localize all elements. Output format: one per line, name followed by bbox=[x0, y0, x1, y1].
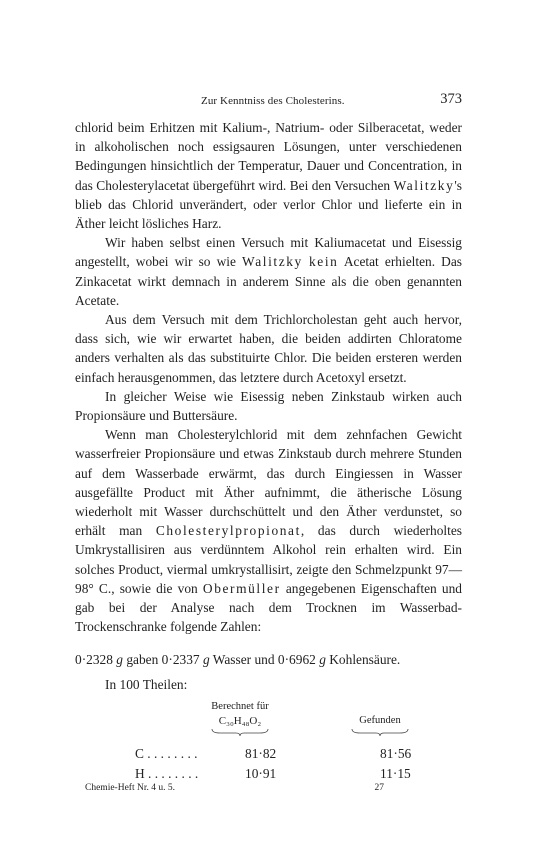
table-row bbox=[135, 766, 465, 782]
analysis-line bbox=[75, 650, 462, 669]
paragraph-5-middle: , das durch wiederholtes Umkrystallisiren aus verdünntem Alkohol rein erhalten wird. Ein solches Product, viermal umkrystallisirt, zeigte den Schmelzpunkt 97—98° C., sowie die von bbox=[75, 523, 462, 596]
analysis-text: Kohlensäure. bbox=[325, 652, 401, 668]
unit-g: g bbox=[202, 652, 210, 668]
element-label: C . . . . . . . . bbox=[135, 746, 198, 761]
found-header-text: Gefunden bbox=[359, 715, 401, 726]
paragraph-2-end: Acetat erhielten. Das Zinkacetat wirkt demnach in anderem Sinne als die oben genannten Acetate. bbox=[75, 254, 463, 308]
paragraph-1 bbox=[75, 118, 462, 233]
mass-water: 0·2337 bbox=[161, 652, 200, 668]
mass-sample: 0·2328 bbox=[75, 652, 113, 668]
brace-icon bbox=[350, 728, 410, 736]
unit-g: g bbox=[319, 652, 326, 668]
calc-header-line-1: Berechnet für bbox=[211, 701, 269, 712]
paragraph-4: In gleicher Weise wie Eisessig neben Zinkstaub wirken auch Propionsäure und Buttersäure. bbox=[75, 388, 462, 424]
paragraph-1-end: 's blieb das Chlorid unverändert, oder verlor Chlor und lieferte ein in Äther leicht lösliches Harz. bbox=[75, 177, 462, 232]
emphasis-kein: kein bbox=[308, 254, 339, 270]
paragraph-1-text: chlorid beim Erhitzen mit Kalium-, Natrium- oder Silberacetat, weder in alkoholischen noch essigsauren Lösungen, unter verschiedenen Bedingungen hinsichtlich der Temperatur, Dauer und Concentration, in das Cholesterylacetat übergeführt wird. Bei den Versuchen bbox=[75, 120, 462, 193]
page-footer bbox=[85, 783, 462, 793]
paragraph-2 bbox=[75, 233, 462, 310]
author-name: Walitzky bbox=[393, 177, 455, 193]
signature-mark: 27 bbox=[374, 783, 384, 793]
calc-value: 81·82 bbox=[245, 746, 277, 761]
paragraph-5 bbox=[75, 425, 462, 636]
table-row bbox=[135, 746, 465, 762]
mass-co2: 0·6962 bbox=[277, 652, 316, 668]
table-intro: In 100 Theilen: bbox=[105, 677, 188, 692]
unit-g: g bbox=[116, 652, 123, 668]
found-header bbox=[340, 714, 420, 736]
paragraph-2-text: Wir haben selbst einen Versuch mit Kaliumacetat und Eisessig angestellt, wobei wir so wie bbox=[75, 235, 462, 270]
analysis-text: gaben bbox=[123, 652, 162, 668]
calc-header bbox=[195, 700, 285, 736]
element-label: H . . . . . . . . bbox=[135, 766, 199, 781]
main-text bbox=[75, 118, 462, 670]
found-value: 81·56 bbox=[380, 746, 412, 761]
paragraph-5-end: angegebenen Eigenschaften und gab bei der Analyse nach dem Trocknen im Wasserbad-Trockenschranke folgende Zahlen: bbox=[75, 580, 462, 635]
found-value: 11·15 bbox=[380, 766, 411, 781]
author-name: Walitzky bbox=[242, 254, 303, 270]
analysis-text: Wasser und bbox=[209, 652, 278, 668]
formula: C₃₀H₄₈O₂ bbox=[218, 715, 262, 727]
paragraph-3: Aus dem Versuch mit dem Trichlorcholestan geht auch hervor, dass sich, wie wir erwartet haben, die beiden addirten Chloratome anders verhalten als das substituirte Chlor. Die beiden ersteren werden einfach herausgenommen, das letztere durch Acetoxyl ersetzt. bbox=[75, 312, 462, 385]
running-header bbox=[75, 93, 462, 109]
page-number: 373 bbox=[440, 91, 462, 107]
compound-name: Cholesterylpropionat bbox=[155, 523, 301, 539]
paragraph-5-text: Wenn man Cholesterylchlorid mit dem zehnfachen Gewicht wasserfreier Propionsäure und etwas Zinkstaub durch mehrere Stunden auf dem Wasserbade erwärmt, das durch Eingiessen in Wasser ausgefällte Product mit Äther aufnimmt, die ätherische Lösung wiederholt mit Wasser durchschüttelt und den Äther verdunstet, so erhält man bbox=[75, 427, 462, 539]
brace-icon bbox=[210, 728, 270, 736]
journal-note: Chemie-Heft Nr. 4 u. 5. bbox=[85, 783, 175, 793]
calc-value: 10·91 bbox=[245, 766, 277, 781]
author-name: Obermüller bbox=[202, 580, 281, 596]
running-title: Zur Kenntniss des Cholesterins. bbox=[201, 95, 345, 107]
